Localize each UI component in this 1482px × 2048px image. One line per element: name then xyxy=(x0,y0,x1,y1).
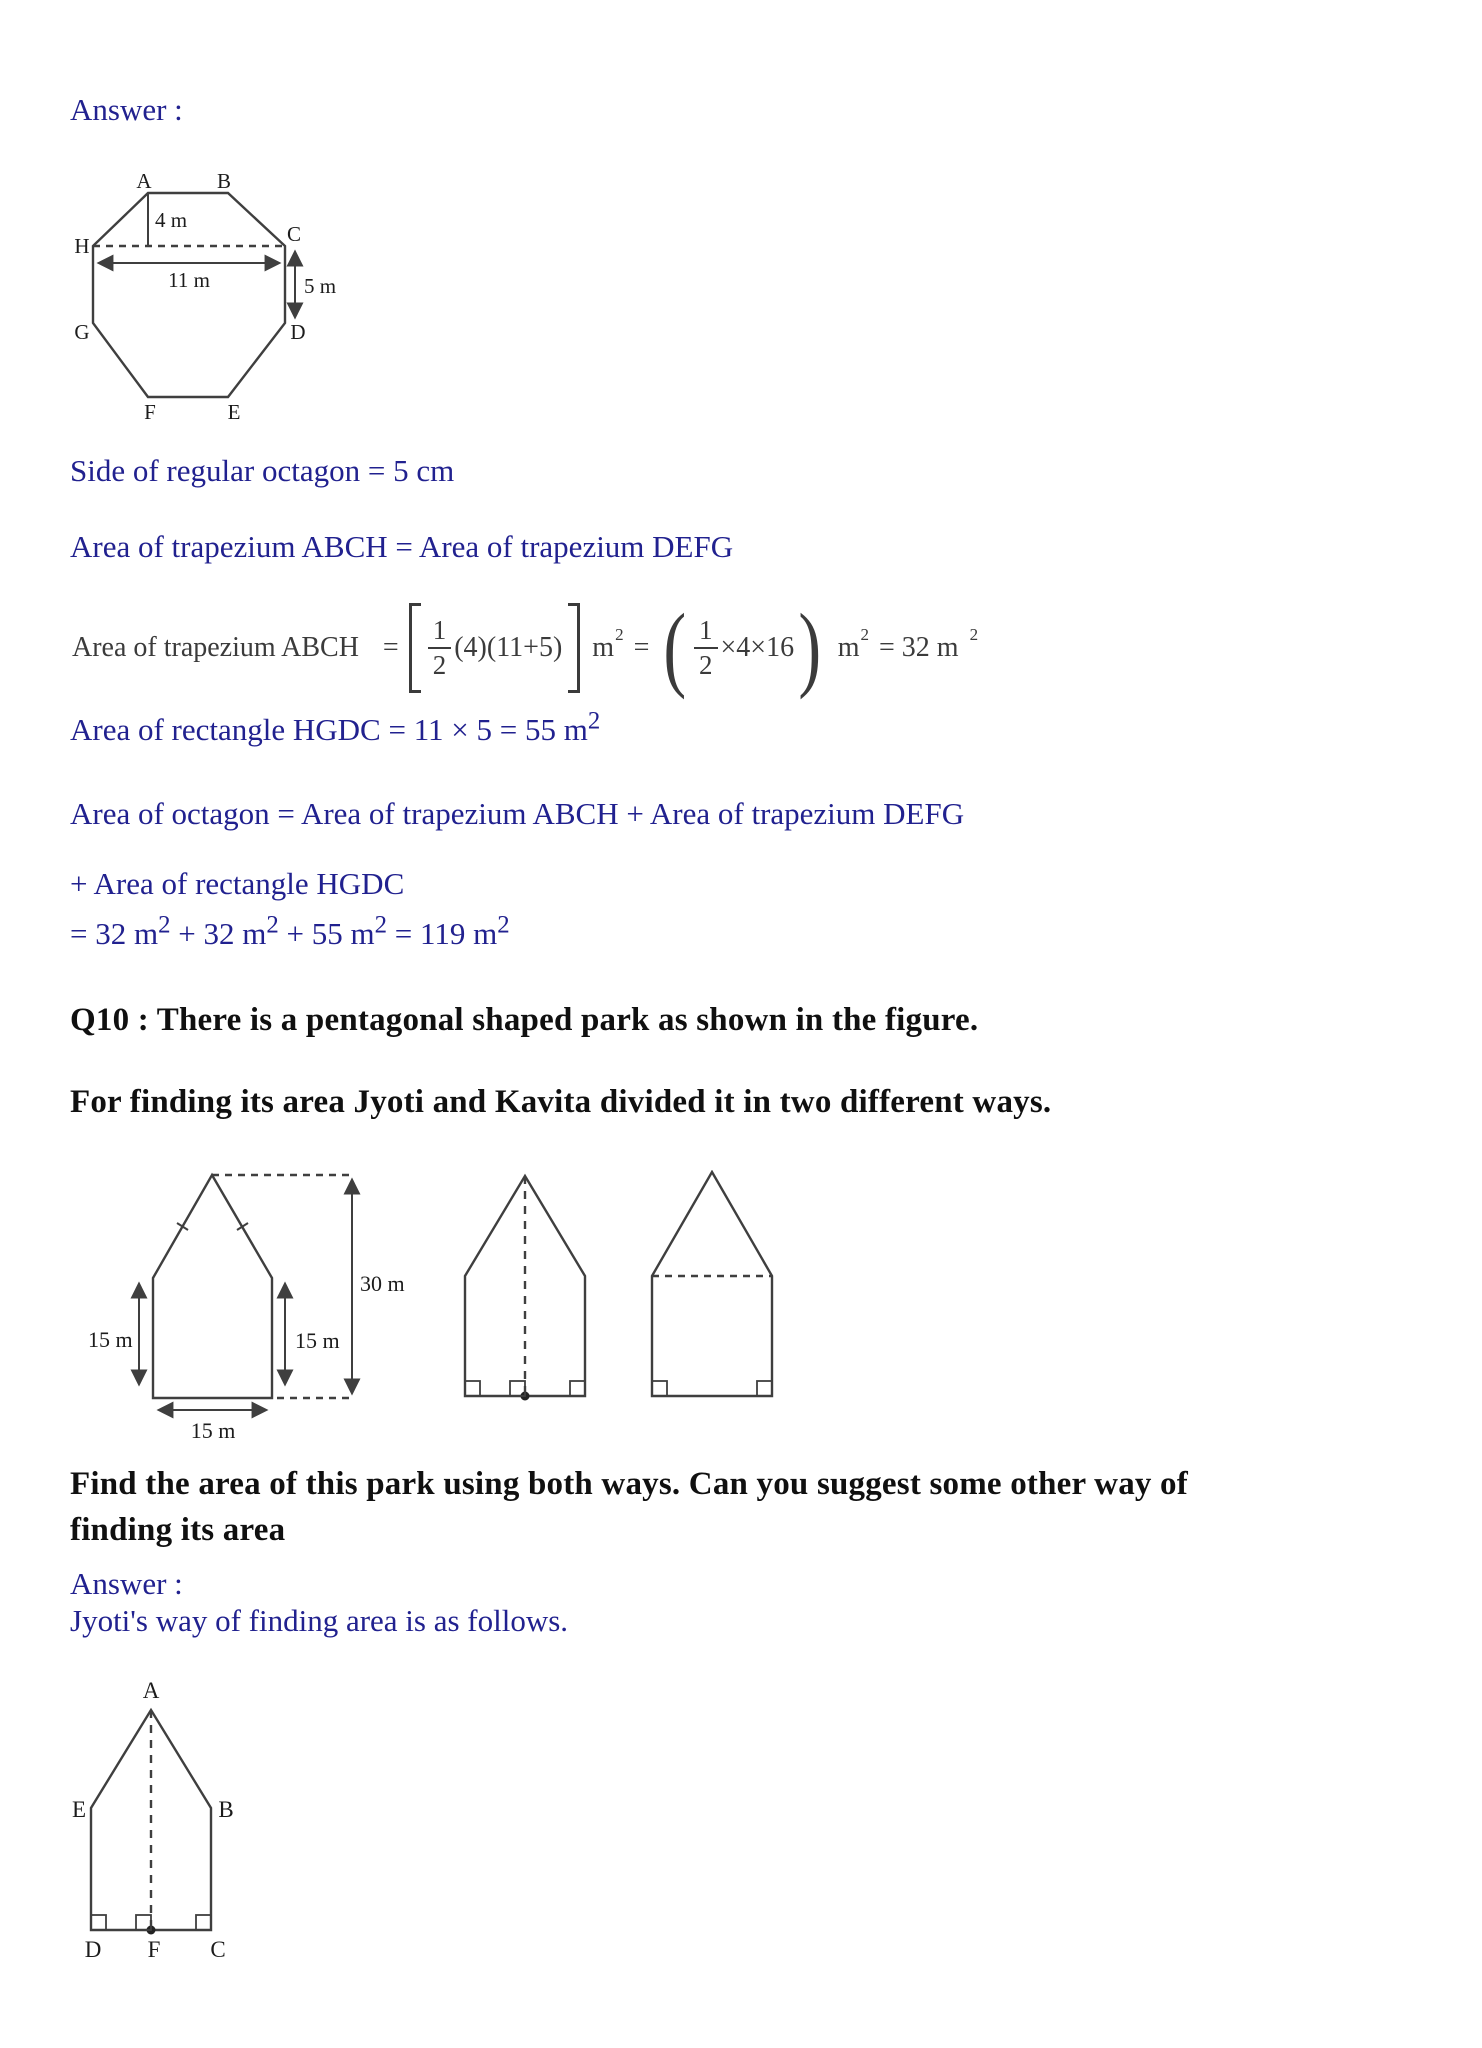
question-10-line-2: For finding its area Jyoti and Kavita divided it in two different ways. xyxy=(70,1084,1052,1120)
dim-label-11m: 11 m xyxy=(168,268,210,292)
answer-label-2: Answer : xyxy=(70,1566,183,1601)
line-jyotis-way: Jyoti's way of finding area is as follows. xyxy=(70,1603,569,1638)
total-t3: + 55 m xyxy=(278,916,375,951)
paren-open: ( xyxy=(663,594,687,701)
vertex-label-C: C xyxy=(210,1937,226,1962)
line-side-of-octagon: Side of regular octagon = 5 cm xyxy=(70,453,455,488)
formula-equals-1: = xyxy=(382,632,399,663)
pentagon-outline xyxy=(153,1175,272,1398)
line-total-area xyxy=(70,911,510,952)
formula-sup-3: 2 xyxy=(969,625,979,644)
formula-sup-1: 2 xyxy=(615,625,624,644)
vertex-label-B: B xyxy=(216,169,232,193)
dim-label-5m: 5 m xyxy=(304,274,337,298)
vertex-label-D: D xyxy=(290,320,306,344)
right-angle-mark-right xyxy=(757,1381,772,1396)
right-angle-mark-D xyxy=(91,1915,106,1930)
formula-terms-1: (4)(11+5) xyxy=(454,632,563,663)
fraction-denominator: 2 xyxy=(432,650,447,680)
formula-sup-2: 2 xyxy=(860,625,870,644)
dim-label-4m: 4 m xyxy=(155,208,188,232)
answer-label-1: Answer : xyxy=(70,92,183,127)
total-s1: 2 xyxy=(158,911,171,939)
total-s2: 2 xyxy=(266,911,279,939)
octagon-diagram xyxy=(58,163,358,433)
park-pentagon-dimensioned-diagram xyxy=(85,1158,415,1448)
line-rectangle-area xyxy=(70,707,601,748)
question-10-line-1: Q10 : There is a pentagonal shaped park as shown in the figure. xyxy=(70,1002,979,1038)
vertex-label-F: F xyxy=(147,1937,161,1962)
vertex-label-E: E xyxy=(227,400,241,424)
bracket-close xyxy=(568,603,580,693)
formula-terms-2: ×4×16 xyxy=(720,632,795,663)
vertex-label-F: F xyxy=(144,400,156,424)
dim-label-30m: 30 m xyxy=(360,1271,405,1296)
line-plus-rectangle: + Area of rectangle HGDC xyxy=(70,866,405,901)
right-angle-mark-right xyxy=(570,1381,585,1396)
vertex-label-A: A xyxy=(136,169,152,193)
vertex-label-H: H xyxy=(74,234,90,258)
fraction-1-2 xyxy=(428,615,452,681)
fraction-denominator-b: 2 xyxy=(699,650,713,680)
line-trapezium-equality: Area of trapezium ABCH = Area of trapezium DEFG xyxy=(70,529,734,564)
dim-label-15m-left: 15 m xyxy=(88,1327,133,1352)
fraction-numerator: 1 xyxy=(428,615,452,649)
right-angle-mark-C xyxy=(196,1915,211,1930)
vertex-label-A: A xyxy=(142,1678,160,1703)
find-area-line-1: Find the area of this park using both ways. Can you suggest some other way of xyxy=(70,1466,1188,1502)
right-angle-mark-left xyxy=(465,1381,480,1396)
octagon-outline xyxy=(93,193,285,397)
find-area-line-2: finding its area xyxy=(70,1512,286,1548)
tick-mark-left xyxy=(177,1223,188,1230)
trapezium-area-formula xyxy=(72,594,979,701)
fraction-1-2b xyxy=(694,615,718,681)
vertex-label-B: B xyxy=(218,1797,234,1822)
dim-label-15m-right: 15 m xyxy=(295,1328,340,1353)
bracket-open xyxy=(409,603,421,693)
total-s3: 2 xyxy=(374,911,388,939)
total-t4: = 119 m xyxy=(387,916,498,951)
line-octagon-sum: Area of octagon = Area of trapezium ABCH + Area of trapezium DEFG xyxy=(70,796,965,831)
formula-result: = 32 m xyxy=(879,632,959,663)
vertex-label-C: C xyxy=(286,222,302,246)
pentagon-outline xyxy=(652,1172,772,1396)
pentagon-kavita-split-diagram xyxy=(645,1170,780,1405)
paren-close: ) xyxy=(798,594,822,701)
formula-lhs: Area of trapezium ABCH xyxy=(72,632,359,663)
vertex-label-G: G xyxy=(74,320,90,344)
right-angle-mark-left xyxy=(652,1381,667,1396)
total-t2: + 32 m xyxy=(170,916,267,951)
total-s4: 2 xyxy=(497,911,510,939)
vertex-label-E: E xyxy=(71,1797,87,1822)
fraction-numerator-b: 1 xyxy=(694,615,718,649)
rect-area-text: Area of rectangle HGDC = 11 × 5 = 55 m xyxy=(70,712,588,747)
formula-unit-2: m xyxy=(837,632,860,663)
jyoti-labelled-pentagon-diagram xyxy=(66,1676,261,1966)
pentagon-jyoti-split-diagram xyxy=(460,1170,595,1405)
dim-label-15m-base: 15 m xyxy=(190,1418,236,1443)
formula-unit-1: m xyxy=(592,632,615,663)
formula-equals-2: = xyxy=(633,632,650,663)
total-t1: = 32 m xyxy=(70,916,159,951)
vertex-label-D: D xyxy=(84,1937,102,1962)
rect-area-sup: 2 xyxy=(587,707,601,735)
